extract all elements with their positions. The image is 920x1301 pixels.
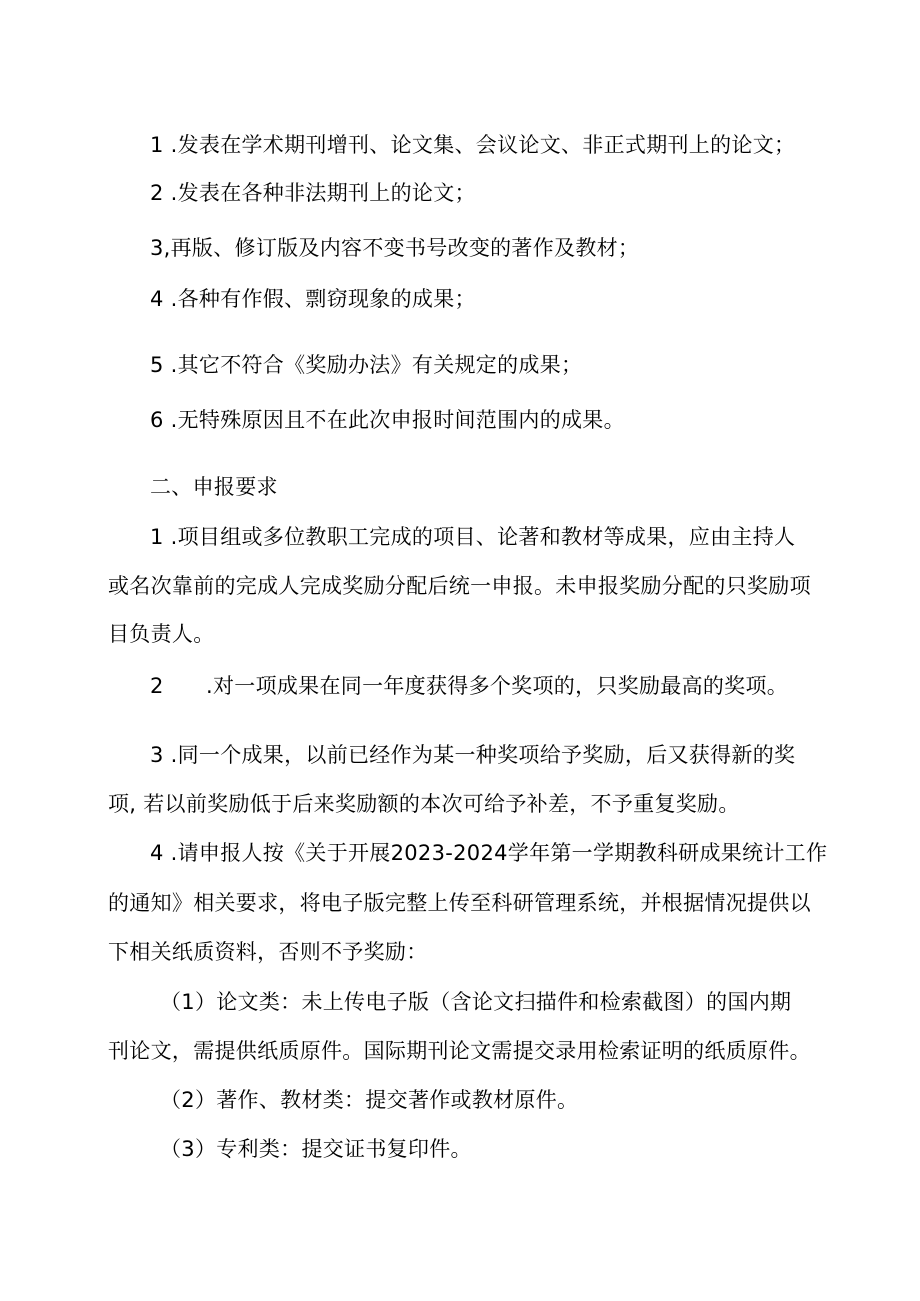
exclusion-item-6: 6 .无特殊原因且不在此次申报时间范围内的成果。	[150, 408, 625, 432]
requirement-4-line-1: 4 .请申报人按《关于开展2023-2024学年第一学期教科研成果统计工作	[150, 841, 828, 865]
exclusion-item-1: 1 .发表在学术期刊增刊、论文集、会议论文、非正式期刊上的论文；	[150, 133, 796, 157]
sub-item-1-line-2: 刊论文，需提供纸质原件。国际期刊论文需提交录用检索证明的纸质原件。	[108, 1039, 811, 1063]
requirement-2-text: .对一项成果在同一年度获得多个奖项的，只奖励最高的奖项。	[206, 674, 789, 698]
requirement-4-line-2: 的通知》相关要求，将电子版完整上传至科研管理系统，并根据情况提供以	[108, 891, 811, 915]
requirement-2-number: 2	[150, 674, 164, 698]
exclusion-item-4: 4 .各种有作假、剽窃现象的成果；	[150, 287, 476, 311]
section-heading: 二、申报要求	[150, 475, 278, 499]
sub-item-1-line-1: （1）论文类：未上传电子版（含论文扫描件和检索截图）的国内期	[160, 990, 792, 1014]
exclusion-item-2: 2 .发表在各种非法期刊上的论文；	[150, 181, 476, 205]
exclusion-item-3: 3,再版、修订版及内容不变书号改变的著作及教材；	[150, 236, 640, 260]
requirement-1-line-1: 1 .项目组或多位教职工完成的项目、论著和教材等成果，应由主持人	[150, 525, 796, 549]
sub-item-2: （2）著作、教材类：提交著作或教材原件。	[160, 1088, 579, 1112]
requirement-1-line-3: 目负责人。	[108, 622, 215, 646]
requirement-4-line-3: 下相关纸质资料，否则不予奖励：	[108, 940, 428, 964]
exclusion-item-5: 5 .其它不符合《奖励办法》有关规定的成果；	[150, 353, 583, 377]
requirement-3-line-1: 3 .同一个成果，以前已经作为某一种奖项给予奖励，后又获得新的奖	[150, 743, 796, 767]
sub-item-3: （3）专利类：提交证书复印件。	[160, 1137, 472, 1161]
requirement-1-line-2: 或名次靠前的完成人完成奖励分配后统一申报。未申报奖励分配的只奖励项	[108, 574, 811, 598]
requirement-3-line-2: 项, 若以前奖励低于后来奖励额的本次可给予补差，不予重复奖励。	[108, 792, 740, 816]
